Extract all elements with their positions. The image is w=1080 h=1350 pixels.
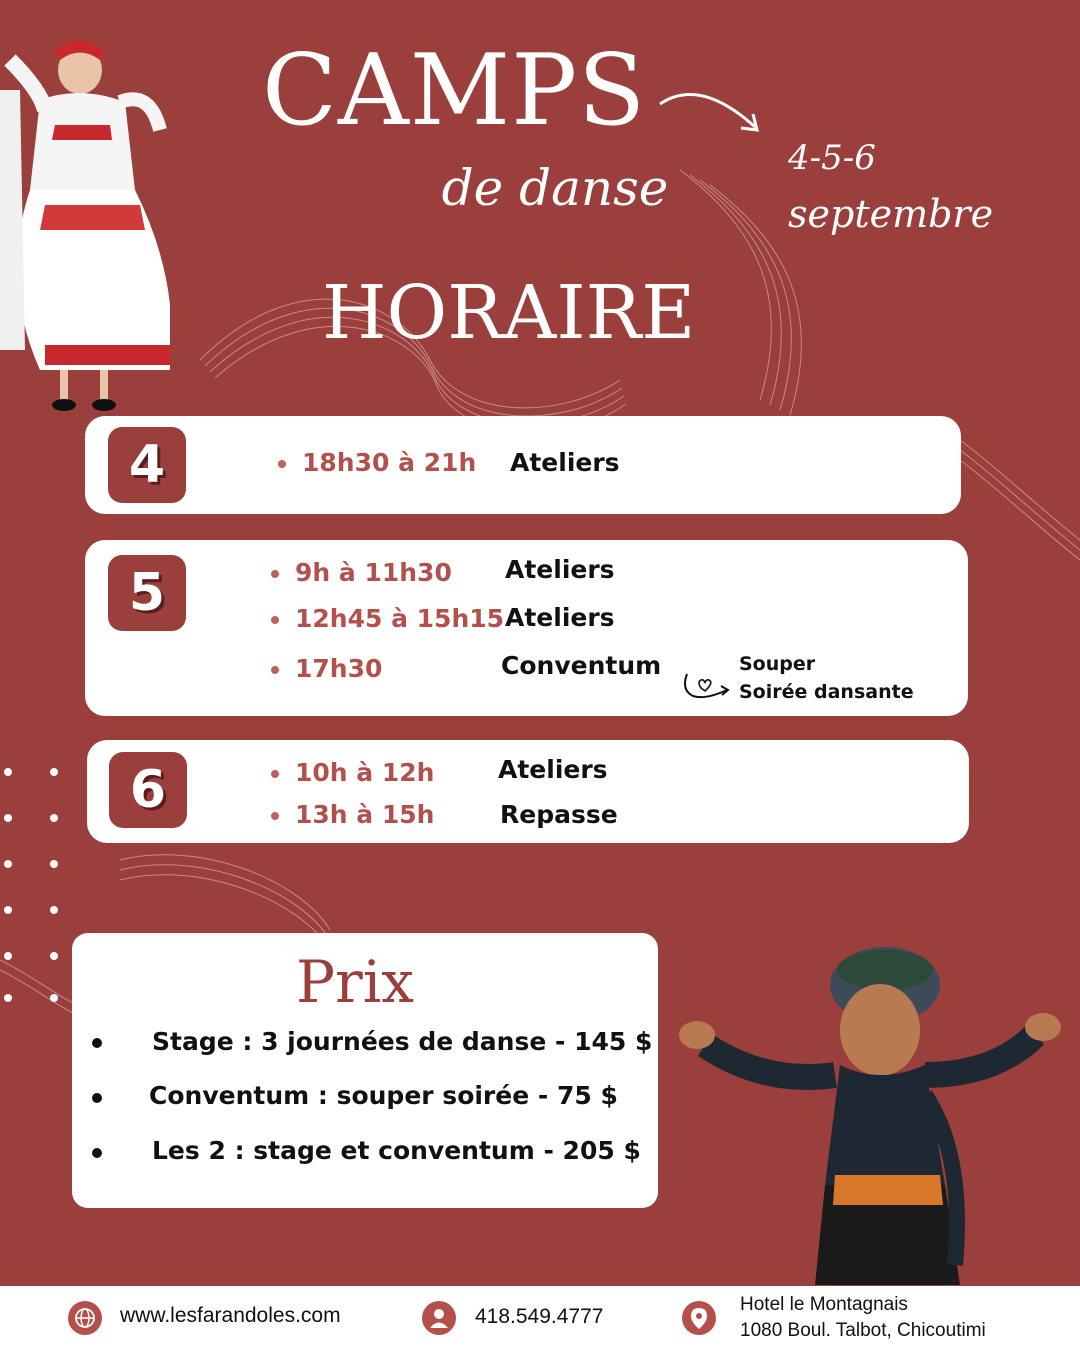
time-slot: 12h45 à 15h15 [295,604,505,633]
activity: Conventum [501,651,662,680]
time-slot: 18h30 à 21h [302,448,477,477]
bullet-icon [92,1093,102,1103]
bullet-icon [271,616,279,624]
user-icon [422,1301,456,1335]
bullet-icon [271,666,279,674]
poster-subtitle: de danse [441,159,669,217]
heart-arrow-icon [681,670,733,702]
time-slot: 9h à 11h30 [295,558,452,587]
schedule-card-day-4 [85,416,961,514]
price-item: Stage : 3 journées de danse - 145 $ [152,1027,653,1056]
activity-note: Soirée dansante [739,681,914,703]
price-item: Les 2 : stage et conventum - 205 $ [152,1136,641,1165]
activity-note: Souper [739,653,816,675]
day-badge: 5 [108,555,186,631]
price-heading: Prix [295,948,414,1016]
price-item: Conventum : souper soirée - 75 $ [149,1081,618,1110]
footer [0,1286,1080,1350]
bullet-icon [92,1038,102,1048]
activity: Ateliers [498,755,608,784]
time-slot: 10h à 12h [295,758,435,787]
activity: Repasse [500,800,618,829]
event-days: 4-5-6 [788,138,876,178]
day-badge: 4 [108,427,186,503]
poster-title: CAMPS [262,34,647,148]
bullet-icon [92,1148,102,1158]
bullet-icon [271,570,279,578]
globe-icon [68,1301,102,1335]
activity: Ateliers [505,555,615,584]
location-pin-icon [682,1301,716,1335]
section-heading: HORAIRE [322,270,696,356]
activity: Ateliers [510,448,620,477]
male-dancer-photo [675,935,1070,1285]
venue-name: Hotel le Montagnais [740,1294,908,1315]
bullet-icon [278,460,286,468]
website-link[interactable]: www.lesfarandoles.com [120,1304,341,1327]
schedule-card-day-5 [85,540,968,716]
event-month: septembre [788,192,994,236]
time-slot: 13h à 15h [295,800,435,829]
venue-address: 1080 Boul. Talbot, Chicoutimi [740,1320,986,1341]
schedule-card-day-6 [87,740,969,843]
day-badge: 6 [109,752,187,828]
activity: Ateliers [505,603,615,632]
female-dancer-photo [0,30,170,430]
phone-number: 418.549.4777 [475,1305,604,1328]
time-slot: 17h30 [295,654,383,683]
bullet-icon [271,770,279,778]
bullet-icon [271,812,279,820]
arrow-icon [655,82,770,142]
